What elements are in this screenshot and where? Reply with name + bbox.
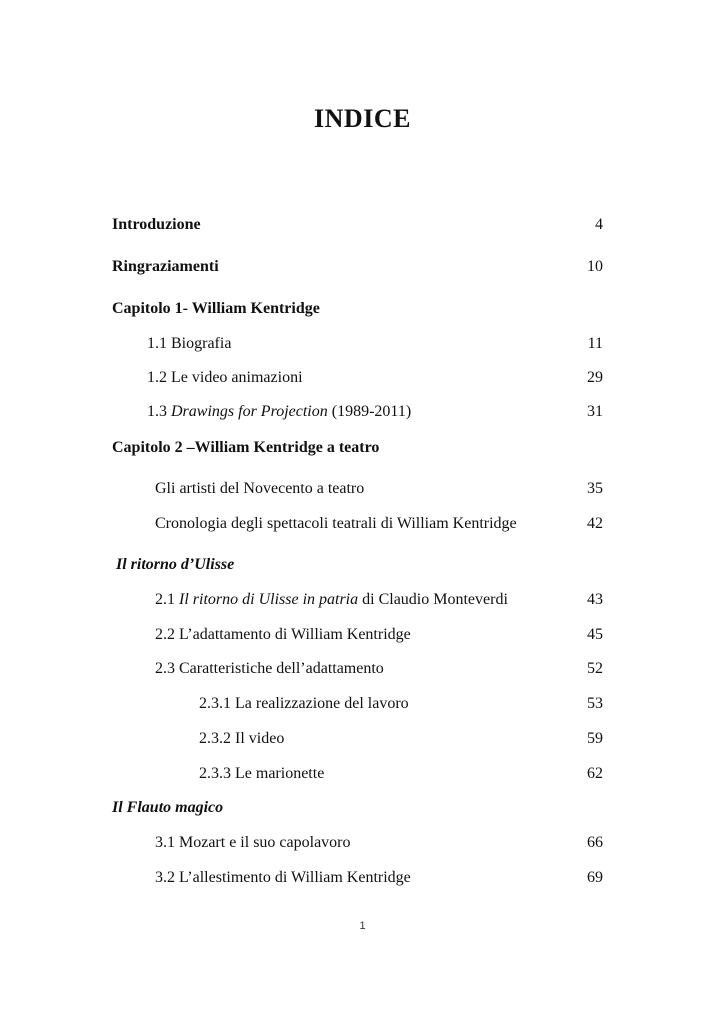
toc-label — [155, 591, 508, 609]
toc-page-number: 66 — [587, 834, 603, 851]
toc-page-number: 52 — [587, 660, 603, 677]
toc-entry-2-3-1 — [0, 695, 725, 719]
toc-page-number: 43 — [587, 591, 603, 608]
toc-section-ulisse — [0, 556, 725, 580]
toc-label-italic-title: Il ritorno di Ulisse in patria — [179, 591, 359, 608]
toc-label: Ringraziamenti — [112, 258, 219, 275]
toc-page-number: 29 — [587, 369, 603, 386]
toc-entry-introduzione — [0, 216, 725, 240]
toc-entry-cronologia — [0, 515, 725, 539]
toc-page-number: 59 — [587, 730, 603, 747]
toc-page-number: 45 — [587, 626, 603, 643]
toc-entry-3-2 — [0, 869, 725, 893]
toc-chapter-label: Capitolo 2 –William Kentridge a teatro — [112, 439, 380, 456]
toc-label: 3.2 L’allestimento di William Kentridge — [155, 869, 411, 886]
toc-label: 2.2 L’adattamento di William Kentridge — [155, 626, 411, 643]
toc-entry-1-2 — [0, 369, 725, 393]
toc-entry-novecento — [0, 480, 725, 504]
toc-page-number: 4 — [595, 216, 603, 233]
toc-page-number: 35 — [587, 480, 603, 497]
toc-label-suffix: (1989-2011) — [327, 403, 412, 420]
toc-label: Introduzione — [112, 216, 201, 233]
toc-entry-2-3-3 — [0, 765, 725, 789]
toc-section-flauto — [0, 799, 725, 823]
toc-label: 2.3.3 Le marionette — [199, 765, 325, 782]
toc-label-suffix: di Claudio Monteverdi — [358, 591, 508, 608]
toc-label: 2.3.1 La realizzazione del lavoro — [199, 695, 409, 712]
footer-page-number: 1 — [359, 920, 366, 932]
toc-entry-1-1 — [0, 335, 725, 359]
toc-label: Cronologia degli spettacoli teatrali di William Kentridge — [155, 515, 517, 532]
toc-page-number: 42 — [587, 515, 603, 532]
toc-label: 3.1 Mozart e il suo capolavoro — [155, 834, 351, 851]
toc-label: Gli artisti del Novecento a teatro — [155, 480, 365, 497]
toc-entry-2-3-2 — [0, 730, 725, 754]
toc-chapter-1 — [0, 300, 725, 324]
toc-label-italic-title: Drawings for Projection — [171, 403, 328, 420]
toc-section-label: Il Flauto magico — [112, 799, 224, 816]
toc-label: 1.1 Biografia — [147, 335, 232, 352]
page-title: INDICE — [314, 104, 411, 133]
toc-entry-3-1 — [0, 834, 725, 858]
toc-page-number: 69 — [587, 869, 603, 886]
toc-label: 2.3 Caratteristiche dell’adattamento — [155, 660, 384, 677]
toc-label — [147, 403, 411, 421]
toc-page-number: 62 — [587, 765, 603, 782]
toc-section-label: Il ritorno d’Ulisse — [116, 556, 235, 573]
toc-page-number: 53 — [587, 695, 603, 712]
toc-entry-2-3 — [0, 660, 725, 684]
toc-label: 1.2 Le video animazioni — [147, 369, 303, 386]
toc-label: 2.3.2 Il video — [199, 730, 285, 747]
toc-entry-2-1 — [0, 591, 725, 615]
toc-entry-2-2 — [0, 626, 725, 650]
toc-entry-ringraziamenti — [0, 258, 725, 282]
toc-label-prefix: 1.3 — [147, 403, 171, 420]
toc-chapter-2 — [0, 439, 725, 463]
toc-label-prefix: 2.1 — [155, 591, 179, 608]
toc-entry-1-3 — [0, 403, 725, 427]
toc-chapter-label: Capitolo 1- William Kentridge — [112, 300, 320, 317]
toc-page-number: 31 — [587, 403, 603, 420]
toc-page-number: 10 — [587, 258, 603, 275]
toc-page-number: 11 — [587, 335, 603, 352]
